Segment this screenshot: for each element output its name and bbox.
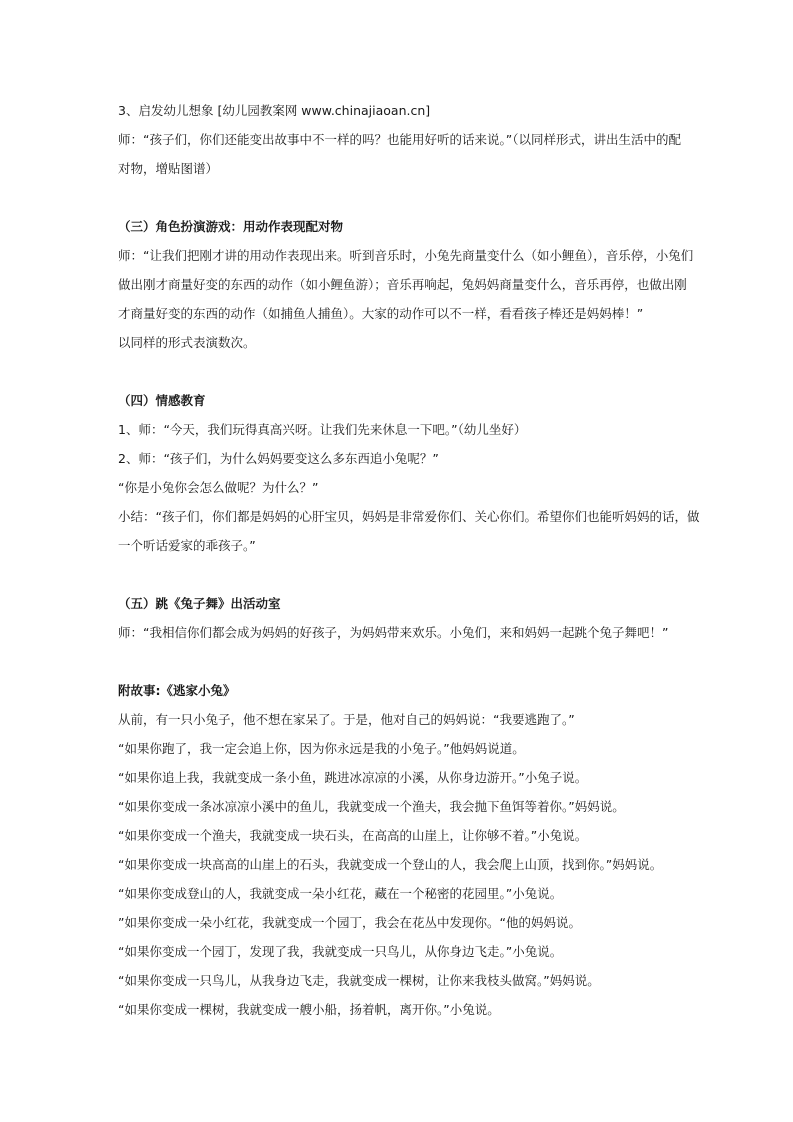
paragraph: 师：“孩子们，你们还能变出故事中不一样的吗？也能用好听的话来说。”（以同样形式，讲出生活中的配	[118, 132, 681, 147]
story-line: ”如果你变成一朵小红花，我就变成一个园丁，我会在花丛中发现你。“他的妈妈说。	[118, 915, 581, 930]
paragraph: “你是小兔你会怎么做呢？为什么？”	[118, 480, 319, 495]
document-page	[118, 96, 700, 1024]
story-line: “如果你变成一棵树，我就变成一艘小船，扬着帆，离开你。”小兔说。	[118, 1002, 500, 1017]
section-3-heading: 3、启发幼儿想象	[118, 103, 214, 118]
paragraph: 才商量好变的东西的动作（如捕鱼人捕鱼）。大家的动作可以不一样，看看孩子棒还是妈妈棒！”	[118, 306, 644, 321]
story-line: “如果你追上我，我就变成一条小鱼，跳进冰凉凉的小溪，从你身边游开。”小兔子说。	[118, 770, 588, 785]
story-line: “如果你跑了，我一定会追上你，因为你永远是我的小兔子。”他妈妈说道。	[118, 741, 525, 756]
paragraph: 一个听话爱家的乖孩子。”	[118, 538, 256, 553]
paragraph: 小结：“孩子们，你们都是妈妈的心肝宝贝，妈妈是非常爱你们、关心你们。希望你们也能听妈妈的话，做	[118, 509, 700, 524]
paragraph: 对物，增贴图谱）	[118, 161, 219, 176]
paragraph: 以同样的形式表演数次。	[118, 335, 256, 350]
section-four-title: （四）情感教育	[118, 393, 206, 408]
story-line: “如果你变成登山的人，我就变成一朵小红花，藏在一个秘密的花园里。”小兔说。	[118, 886, 563, 901]
story-line: “如果你变成一块高高的山崖上的石头，我就变成一个登山的人，我会爬上山顶，找到你。”妈妈说。	[118, 857, 663, 872]
paragraph: 师：“让我们把刚才讲的用动作表现出来。听到音乐时，小兔先商量变什么（如小鲤鱼），音乐停，小兔们	[118, 248, 694, 263]
section-five-title: （五）跳《兔子舞》出活动室	[118, 596, 281, 611]
story-line: “如果你变成一个渔夫，我就变成一块石头，在高高的山崖上，让你够不着。”小兔说。	[118, 828, 588, 843]
section-3-heading-line	[118, 96, 678, 125]
story-line: “如果你变成一条冰凉凉小溪中的鱼儿，我就变成一个渔夫，我会抛下鱼饵等着你。”妈妈说。	[118, 799, 625, 814]
paragraph: 1、师：“今天，我们玩得真高兴呀。让我们先来休息一下吧。”（幼儿坐好）	[118, 422, 527, 437]
paragraph: 2、师：“孩子们，为什么妈妈要变这么多东西追小兔呢？”	[118, 451, 439, 466]
spacer	[118, 647, 678, 676]
story-line: “如果你变成一只鸟儿，从我身边飞走，我就变成一棵树，让你来我枝头做窝。”妈妈说。	[118, 973, 600, 988]
spacer	[118, 183, 678, 212]
story-title: 附故事:《逃家小兔》	[118, 683, 236, 698]
story-line: 从前，有一只小兔子，他不想在家呆了。于是，他对自己的妈妈说：“我要逃跑了。”	[118, 712, 575, 727]
paragraph: 师：“我相信你们都会成为妈妈的好孩子，为妈妈带来欢乐。小兔们，来和妈妈一起跳个兔子舞吧！”	[118, 625, 669, 640]
source-link[interactable]: [幼儿园教案网 www.chinajiaoan.cn]	[217, 103, 431, 118]
paragraph: 做出刚才商量好变的东西的动作（如小鲤鱼游）；音乐再响起，兔妈妈商量变什么，音乐再停，也做出刚	[118, 277, 687, 292]
spacer	[118, 560, 678, 589]
section-three-title: （三）角色扮演游戏：用动作表现配对物	[118, 219, 344, 234]
story-line: “如果你变成一个园丁，发现了我，我就变成一只鸟儿，从你身边飞走。”小兔说。	[118, 944, 563, 959]
spacer	[118, 357, 678, 386]
